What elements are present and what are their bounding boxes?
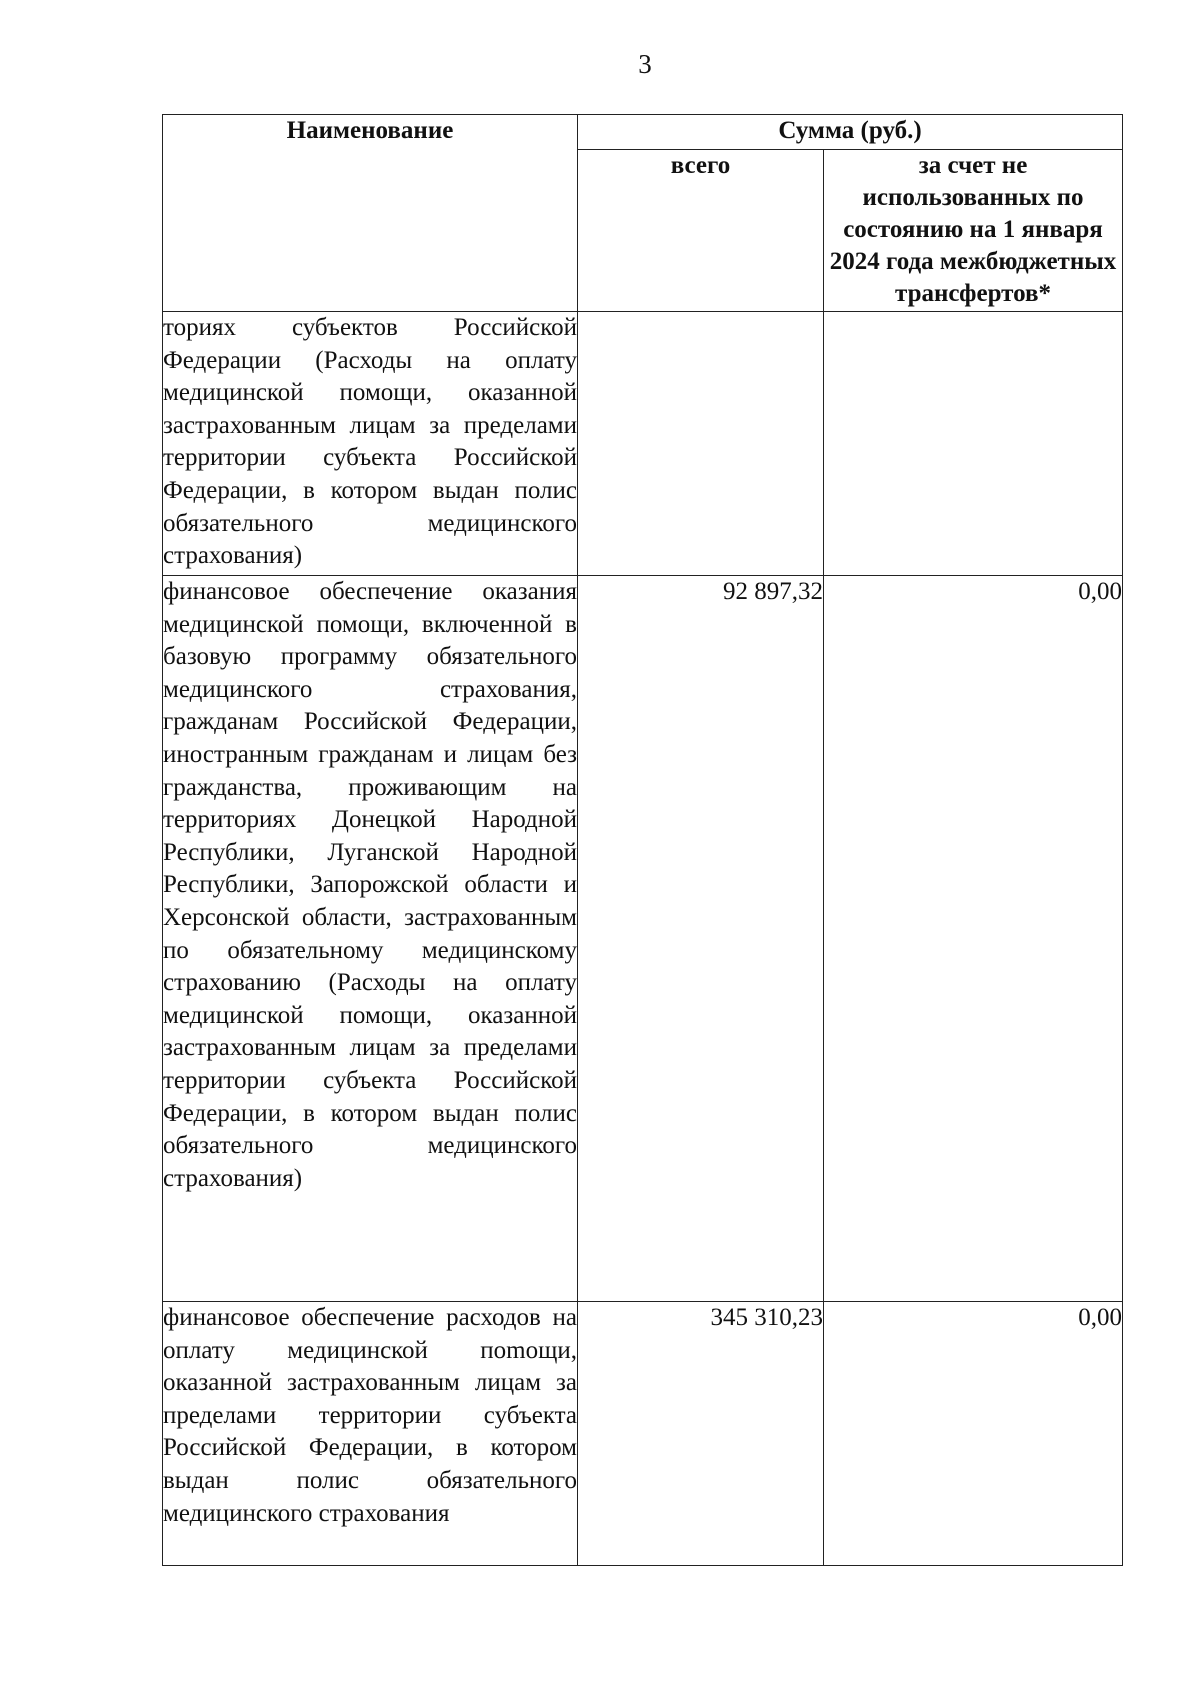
row-name: финансовое обеспечение оказания медицинской помощи, включенной в базовую программу обязательного медицинского страхования, гражданам Российской Федерации, иностранным гражданам и лицам без гражданства, проживающим на территориях Донецкой Народной Республики, Луганской Народной Республики, Запорожской области и Херсонской области, застрахованным по обязательному медицинскому страхованию (Расходы на оплату медицинской помощи, оказанной застрахованным лицам за пределами территории субъекта Российской Федерации, в котором выдан полис обязательного медицинского страхования) <box>163 576 578 1302</box>
budget-table <box>162 114 1123 1566</box>
row-unused <box>824 312 1123 576</box>
row-total: 345 310,23 <box>578 1302 824 1566</box>
row-unused: 0,00 <box>824 576 1123 1302</box>
row-total: 92 897,32 <box>578 576 824 1302</box>
row-total <box>578 312 824 576</box>
table-row <box>163 312 1123 576</box>
row-name: финансовое обеспечение расходов на оплату медицинской поmощи, оказанной застрахованным лицам за пределами территории субъекта Российской Федерации, в котором выдан полис обязательного медицинского страхования <box>163 1302 578 1566</box>
header-sum-group: Сумма (руб.) <box>578 115 1123 150</box>
table-row <box>163 1302 1123 1566</box>
table-header <box>163 115 1123 312</box>
row-unused: 0,00 <box>824 1302 1123 1566</box>
row-name: ториях субъектов Российской Федерации (Расходы на оплату медицинской помощи, оказанной застрахованным лицам за пределами территории субъекта Российской Федерации, в котором выдан полис обязательного медицинского страхования) <box>163 312 578 576</box>
header-name: Наименование <box>163 115 578 312</box>
header-unused-transfers: за счет не использованных по состоянию на 1 января 2024 года межбюджетных трансфертов* <box>824 150 1123 312</box>
table-row <box>163 576 1123 1302</box>
page-number: 3 <box>638 49 652 79</box>
header-total: всего <box>578 150 824 312</box>
